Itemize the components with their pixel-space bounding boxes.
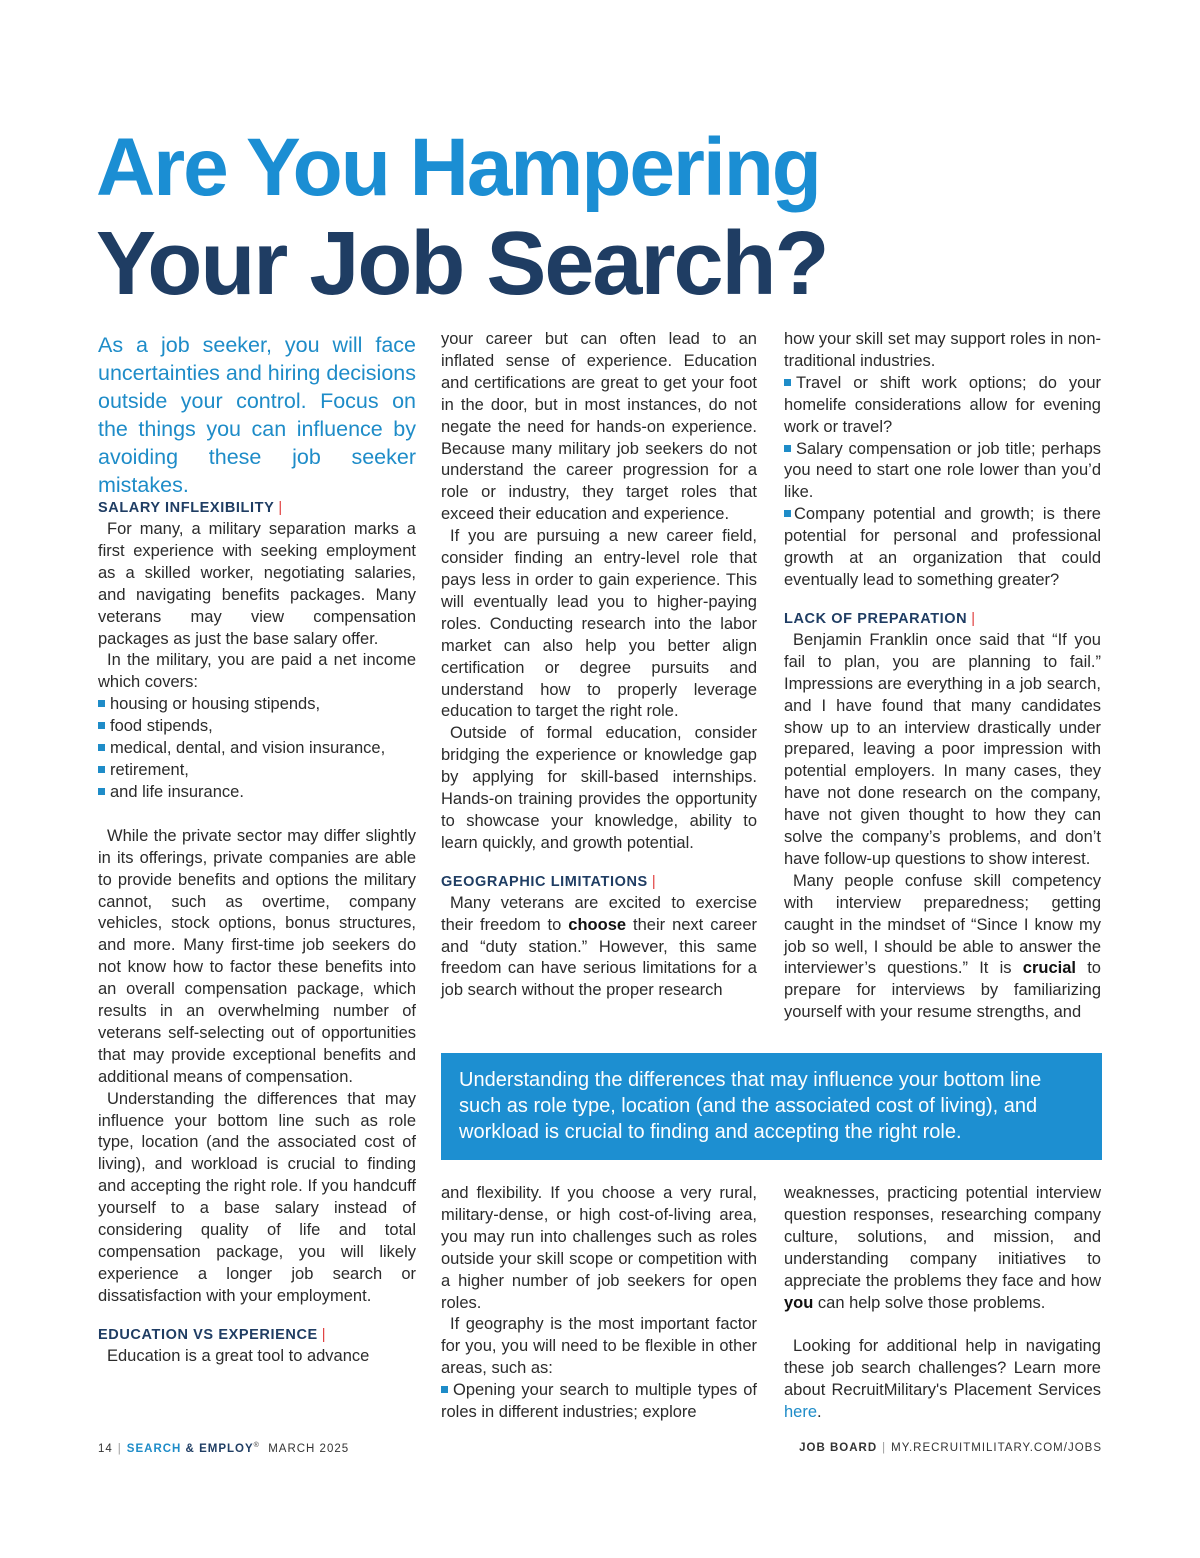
bullet-square-icon <box>98 766 105 773</box>
paragraph <box>784 1183 1101 1314</box>
column-2-continued <box>441 1183 757 1424</box>
footer-separator: | <box>117 1442 122 1455</box>
bullet-item <box>98 716 416 738</box>
paragraph <box>441 893 757 1003</box>
bullet-item <box>784 373 1101 439</box>
paragraph <box>784 871 1101 1024</box>
bullet-item <box>98 760 416 782</box>
paragraph: For many, a military separation marks a first experience with seeking employment as a skilled worker, negotiating salaries, and navigating benefits packages. Many veterans may view compensation packages as just the base salary offer. <box>98 520 416 648</box>
bullet-square-icon <box>98 788 105 795</box>
section-heading-salary <box>98 499 416 517</box>
spacer <box>98 804 416 826</box>
paragraph: If geography is the most important factor for you, you will need to be flexible in other areas, such as: <box>441 1315 757 1378</box>
paragraph: Education is a great tool to advance <box>107 1346 370 1365</box>
bullet-square-icon <box>784 510 791 517</box>
bold-text: choose <box>568 915 627 934</box>
heading-text: GEOGRAPHIC LIMITATIONS <box>441 873 648 890</box>
page-number: 14 <box>98 1442 113 1455</box>
title-line-2: Your Job Search? <box>96 214 828 314</box>
paragraph <box>784 1336 1101 1424</box>
page-title <box>96 122 828 314</box>
brand-name-a: SEARCH <box>126 1442 182 1455</box>
footer-right <box>799 1442 1102 1454</box>
paragraph: and flexibility. If you choose a very rural, military-dense, or high cost-of-living area, you may run into challenges such as roles outside your skill scope or competition with a higher number of job seekers for open roles. <box>441 1184 757 1312</box>
text-run: to prepare for interviews by familiarizing yourself with your resume strengths, and <box>784 959 1101 1022</box>
section-heading-education <box>98 1326 416 1344</box>
bullet-square-icon <box>98 744 105 751</box>
heading-marker: | <box>971 610 976 627</box>
section-label: JOB BOARD <box>799 1442 878 1454</box>
column-3-continued <box>784 1183 1101 1424</box>
bold-text: crucial <box>1022 959 1076 978</box>
bullet-text: and life insurance. <box>110 782 244 801</box>
registered-mark: ® <box>253 1442 260 1449</box>
paragraph: While the private sector may differ slightly in its offerings, private companies are able to provide benefits and options the military cannot, such as overtime, company vehicles, stock options, bonus structures, and more. Many first-time job seekers do not know how to factor these benefits into an overall compensation package, which results in an overwhelming number of veterans self-selecting out of opportunities that may provide exceptional benefits and additional means of compensation. <box>98 826 416 1086</box>
paragraph: Benjamin Franklin once said that “If you fail to plan, you are planning to fail.” Impressions are everything in a job search, and I have found that many candidates show up to an interview drastically under prepared, leaving a poor impression with potential employers. In many cases, they have not done research on the company, have not given thought to how they can solve the company’s problems, and don’t have follow-up questions to show interest. <box>784 630 1101 868</box>
bullet-item <box>98 782 416 804</box>
text-run: Looking for additional help in navigating these job search challenges? Learn more about RecruitMilitary's Placement Services <box>784 1337 1101 1400</box>
issue-date: MARCH 2025 <box>268 1442 350 1455</box>
spacer <box>784 1314 1101 1336</box>
pull-quote: Understanding the differences that may influence your bottom line such as role type, location (and the associated cost of living), and workload is crucial to finding and accepting the right role. <box>441 1053 1102 1160</box>
text-run: Many people confuse skill competency with interview preparedness; getting caught in the mindset of “Since I know my job so well, I should be able to answer the interviewer’s questions.” It is <box>784 871 1101 978</box>
bullet-item <box>98 694 416 716</box>
bullet-item <box>441 1380 757 1424</box>
footer-separator: | <box>882 1442 887 1454</box>
paragraph: If you are pursuing a new career field, consider finding an entry-level role that pays less in order to gain experience. This will eventually lead you to higher-paying roles. Conducting research into the labor market can also help you better align certification or degree pursuits and understand how to properly leverage education to target the right role. <box>441 527 757 721</box>
bullet-square-icon <box>784 445 791 452</box>
text-run: . <box>817 1403 822 1422</box>
bullet-text: Salary compensation or job title; perhaps you need to start one role lower than you’d like. <box>784 439 1101 502</box>
paragraph: how your skill set may support roles in non-traditional industries. <box>784 330 1101 370</box>
heading-text: EDUCATION VS EXPERIENCE <box>98 1326 318 1343</box>
bullet-text: food stipends, <box>110 717 213 736</box>
placement-services-link[interactable]: here <box>784 1403 818 1422</box>
paragraph: Understanding the differences that may influence your bottom line such as role type, location (and the associated cost of living), and workload is crucial to finding and accepting the right role. If you handcuff yourself to a base salary instead of considering quality of life and total compensation package, you will likely experience a longer job search or dissatisfaction with your employment. <box>98 1089 416 1305</box>
section-heading-geographic <box>441 873 757 891</box>
bullet-square-icon <box>441 1386 448 1393</box>
footer-url-link[interactable]: MY.RECRUITMILITARY.COM/JOBS <box>891 1442 1102 1454</box>
text-run: Many veterans are excited to exercise their freedom to <box>441 893 757 934</box>
column-3 <box>784 329 1101 1024</box>
column-2 <box>441 329 757 1002</box>
brand-ampersand: & <box>181 1442 200 1455</box>
section-heading-preparation <box>784 610 1101 628</box>
bullet-text: retirement, <box>110 760 189 779</box>
bullet-item <box>98 738 416 760</box>
column-1 <box>98 331 416 1368</box>
bullet-text: Travel or shift work options; do your homelife considerations allow for evening work or travel? <box>784 373 1101 436</box>
title-line-1: Are You Hampering <box>96 122 820 213</box>
paragraph: In the military, you are paid a net income which covers: <box>98 651 416 692</box>
text-run: their next career and “duty station.” However, this same freedom can have serious limitations for a job search without the proper research <box>441 915 758 1000</box>
bullet-square-icon <box>98 700 105 707</box>
footer-left <box>98 1442 349 1455</box>
intro-text: As a job seeker, you will face uncertainties and hiring decisions outside your control. Focus on the things you can influence by avoiding these job seeker mistakes. <box>98 333 416 497</box>
bullet-text: Opening your search to multiple types of roles in different industries; explore <box>441 1381 757 1422</box>
bullet-text: medical, dental, and vision insurance, <box>110 739 386 758</box>
bold-text: you <box>784 1293 814 1312</box>
heading-marker: | <box>321 1326 327 1343</box>
brand-name-b: EMPLOY <box>199 1442 254 1455</box>
bullet-item <box>784 439 1101 505</box>
paragraph: Outside of formal education, consider bridging the experience or knowledge gap by applying for skill-based internships. Hands-on training provides the opportunity to showcase your knowledge, ability to learn quickly, and growth potential. <box>441 724 757 852</box>
bullet-square-icon <box>784 379 791 386</box>
text-run: weaknesses, practicing potential interview question responses, researching company culture, solutions, and mission, and understanding company initiatives to appreciate the problems they face and how <box>784 1184 1101 1290</box>
text-run: can help solve those problems. <box>813 1293 1046 1312</box>
heading-marker: | <box>278 500 283 516</box>
bullet-square-icon <box>98 722 105 729</box>
heading-text: SALARY INFLEXIBILITY <box>98 500 275 516</box>
heading-marker: | <box>651 873 657 890</box>
heading-text: LACK OF PREPARATION <box>784 610 968 627</box>
paragraph: your career but can often lead to an inflated sense of experience. Education and certifications are great to get your foot in the door, but in most instances, do not negate the need for hands-on experience. Because many military job seekers do not understand the career progression for a role or industry, they target roles that exceed their education and experience. <box>441 330 757 524</box>
bullet-text: Company potential and growth; is there potential for personal and professional growth at an organization that could eventually lead to something greater? <box>784 505 1101 589</box>
bullet-item <box>784 504 1101 592</box>
bullet-text: housing or housing stipends, <box>110 695 321 714</box>
